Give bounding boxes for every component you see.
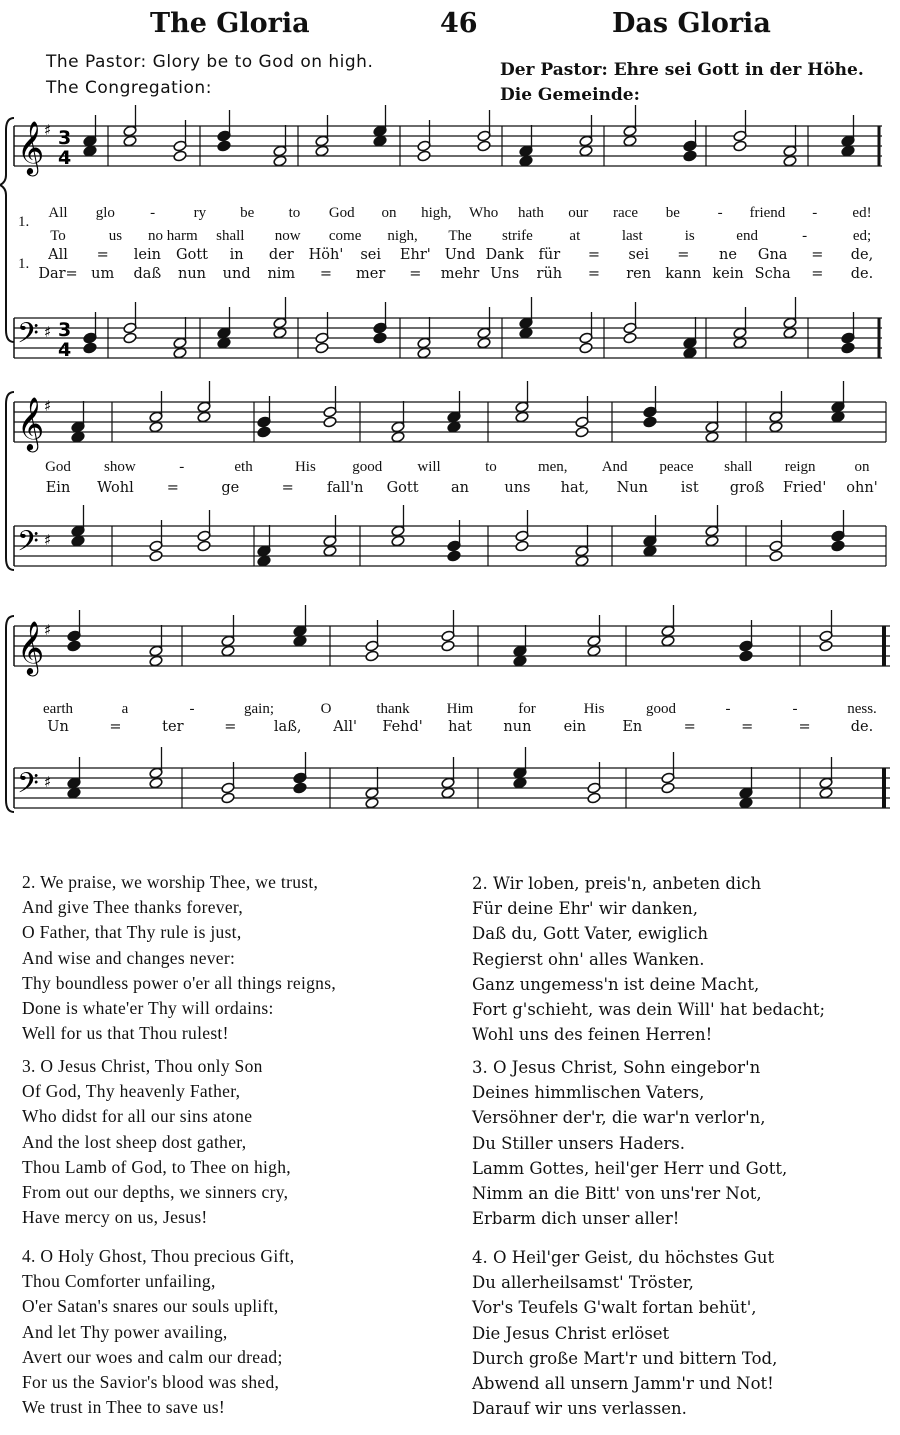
treble-clef: 𝄞: [17, 396, 45, 450]
lyric-syllable: Nun: [616, 480, 648, 496]
lyric-syllable: in: [229, 247, 244, 263]
chord-note: [173, 150, 187, 162]
verse-line: Thou Lamb of God, to Thee on high,: [22, 1156, 291, 1177]
chord-note: [323, 545, 337, 557]
verse-line: Ganz ungemess'n ist deine Macht,: [472, 974, 760, 994]
treble-clef: 𝄞: [17, 620, 45, 674]
chord-note: [83, 342, 97, 354]
lyric-syllable: Fehd': [382, 719, 423, 735]
lyric-syllable: ter: [162, 719, 184, 735]
lyric-syllable: now: [274, 228, 301, 244]
lyric-syllable: groß: [729, 480, 765, 496]
key-signature-sharp: ♯: [44, 121, 52, 139]
lyric-syllable: -: [802, 228, 808, 244]
chord-note: [273, 155, 287, 167]
verse-line: Für deine Ehr' wir danken,: [472, 899, 698, 919]
lyric-syllable: All: [48, 247, 68, 263]
lyric-syllable: good: [646, 701, 676, 717]
time-signature-denominator: 4: [58, 147, 72, 169]
lyric-syllable: kann: [665, 266, 702, 282]
chord-note: [769, 550, 783, 562]
verse-line: 3. O Jesus Christ, Thou only Son: [22, 1056, 263, 1076]
lyric-syllable: Un: [47, 719, 69, 735]
lyric-syllable: hath: [518, 205, 544, 221]
chord-note: [769, 421, 783, 433]
chord-note: [683, 150, 697, 162]
chord-note: [683, 347, 697, 359]
chord-note: [739, 650, 753, 662]
lyric-syllable: shall: [216, 228, 245, 244]
lyric-syllable: sei: [628, 247, 649, 263]
verse-line: Daß du, Gott Vater, ewiglich: [472, 924, 708, 944]
chord-note: [661, 635, 675, 647]
lyric-syllable: All: [48, 205, 68, 221]
chord-note: [587, 645, 601, 657]
lyric-syllable: our: [568, 205, 589, 221]
chord-note: [257, 555, 271, 567]
lyric-syllable: high,: [421, 205, 452, 221]
lyric-syllable: ohn': [846, 480, 878, 496]
lyric-syllable: Fried': [782, 480, 827, 496]
chord-note: [819, 787, 833, 799]
lyric-syllable: rüh: [536, 266, 563, 282]
chord-note: [197, 411, 211, 423]
chord-note: [417, 347, 431, 359]
chord-note: [477, 140, 491, 152]
chord-note: [447, 421, 461, 433]
lyric-syllable: to: [485, 459, 497, 475]
chord-note: [67, 787, 81, 799]
chord-note: [71, 431, 85, 443]
lyric-syllable: To: [50, 228, 66, 244]
verse-line: O'er Satan's snares our souls uplift,: [22, 1296, 279, 1317]
lyric-syllable: thank: [376, 701, 410, 717]
verse-line: Fort g'schieht, was dein Will' hat bedacht;: [472, 1000, 826, 1020]
lyric-syllable: =: [319, 266, 333, 282]
lyric-syllable: =: [741, 719, 754, 735]
congregation-label-german: Die Gemeinde:: [500, 85, 640, 105]
verse-line: Versöhner der'r, die war'n verlor'n,: [472, 1108, 766, 1128]
key-signature-sharp: ♯: [44, 621, 52, 639]
chord-note: [173, 347, 187, 359]
lyric-syllable: And: [601, 459, 628, 475]
verse-line: And wise and changes never:: [22, 947, 236, 968]
chord-note: [819, 640, 833, 652]
lyric-syllable: lein: [133, 247, 161, 263]
lyric-syllable: =: [109, 719, 122, 735]
lyric-syllable: a: [121, 701, 129, 717]
lyric-syllable: peace: [659, 459, 694, 475]
chord-note: [149, 655, 163, 667]
chord-note: [705, 535, 719, 547]
lyric-syllable: gain;: [244, 701, 274, 717]
time-signature-denominator: 4: [58, 339, 72, 361]
chord-note: [841, 342, 855, 354]
title-german: Das Gloria: [612, 8, 771, 39]
lyric-syllable: daß: [133, 266, 162, 282]
verse-2-english: [22, 870, 336, 1054]
lyric-syllable: on: [381, 205, 397, 221]
chord-note: [149, 550, 163, 562]
lyric-syllable: Gott: [386, 480, 419, 496]
lyric-syllable: der: [268, 247, 294, 263]
verse-line: Who didst for all our sins atone: [22, 1106, 253, 1127]
lyric-syllable: will: [417, 459, 441, 475]
lyric-syllable: hat,: [560, 480, 590, 496]
verse-line: Abwend all unsern Jamm'r und Not!: [472, 1374, 774, 1394]
chord-note: [519, 155, 533, 167]
lyric-syllable: =: [587, 247, 601, 263]
key-signature-sharp: ♯: [44, 397, 52, 415]
chord-note: [643, 416, 657, 428]
chord-note: [575, 555, 589, 567]
lyric-syllable: mehr: [440, 266, 480, 282]
verse-4-german: [472, 1245, 825, 1421]
verse-line: 4. O Holy Ghost, Thou precious Gift,: [22, 1246, 295, 1266]
chord-note: [661, 782, 675, 794]
verse-line: And give Thee thanks forever,: [22, 897, 244, 918]
key-signature-sharp: ♯: [44, 531, 52, 549]
lyric-syllable: eth: [234, 459, 253, 475]
system-brace: [6, 616, 14, 812]
lyric-syllable: für: [538, 247, 561, 263]
bass-clef: 𝄢: [17, 317, 39, 357]
system-brace: [6, 392, 14, 570]
lyric-syllable: ed;: [852, 228, 872, 244]
chord-note: [123, 135, 137, 147]
verse-line: Have mercy on us, Jesus!: [22, 1207, 208, 1228]
chord-note: [783, 327, 797, 339]
verse-line: Du allerheilsamst' Tröster,: [472, 1273, 694, 1293]
chord-note: [417, 150, 431, 162]
verse-line: Nimm an die Bitt' von uns'rer Not,: [472, 1184, 762, 1204]
lyric-syllable: Scha: [754, 266, 791, 282]
verse-line: 3. O Jesus Christ, Sohn eingebor'n: [472, 1058, 761, 1077]
chord-note: [733, 140, 747, 152]
lyric-syllable: =: [224, 719, 237, 735]
lyric-syllable: no harm: [148, 228, 198, 244]
lyric-syllable: The: [448, 228, 472, 244]
lyric-syllable: shall: [724, 459, 753, 475]
lyric-syllable: =: [96, 247, 109, 263]
lyric-syllable: sei: [360, 247, 381, 263]
chord-note: [477, 337, 491, 349]
chord-note: [257, 426, 271, 438]
verse-line: Wohl uns des feinen Herren!: [472, 1025, 713, 1045]
chord-note: [217, 140, 231, 152]
lyric-syllable: =: [811, 247, 824, 263]
verse-line: And let Thy power availing,: [22, 1321, 228, 1342]
lyric-syllable: come: [328, 228, 362, 244]
chord-note: [83, 145, 97, 157]
verses-german: [472, 871, 825, 1421]
verse-line: Done is whate'er Thy will ordains:: [22, 998, 274, 1019]
chord-note: [391, 535, 405, 547]
chord-note: [739, 797, 753, 809]
lyric-syllable: nim: [267, 266, 296, 282]
verse-line: Erbarm dich unser aller!: [472, 1209, 680, 1229]
lyric-syllable: ne: [719, 247, 737, 263]
chord-note: [705, 431, 719, 443]
lyric-syllable: nigh,: [387, 228, 418, 244]
key-signature-sharp: ♯: [44, 323, 52, 341]
chord-note: [293, 635, 307, 647]
verse-line: Vor's Teufels G'walt fortan behüt',: [472, 1298, 757, 1318]
verse-line: Thy boundless power o'er all things reigns,: [22, 972, 336, 993]
verse-line: Lamm Gottes, heil'ger Herr und Gott,: [472, 1158, 788, 1178]
verse-line: And the lost sheep dost gather,: [22, 1131, 247, 1152]
verse-line: We trust in Thee to save us!: [22, 1397, 226, 1418]
chord-note: [515, 411, 529, 423]
lyric-syllable: =: [677, 247, 690, 263]
lyric-syllable: =: [166, 480, 179, 496]
verse-line: Regierst ohn' alles Wanken.: [472, 949, 705, 969]
lyric-syllable: Wohl: [97, 480, 134, 496]
verse-3-english: [22, 1054, 336, 1244]
lyric-syllable: ed!: [852, 205, 872, 221]
verse-3-german: [472, 1055, 825, 1245]
chord-note: [519, 327, 533, 339]
lyric-syllable: Ein: [45, 480, 71, 496]
lyric-syllable: =: [409, 266, 422, 282]
lyric-syllable: hat: [448, 719, 472, 735]
chord-note: [373, 332, 387, 344]
lyric-syllable: for: [518, 701, 536, 717]
chord-note: [149, 777, 163, 789]
lyric-syllable: Und: [444, 247, 476, 263]
lyric-syllable: ist: [680, 480, 699, 496]
lyric-syllable: -: [812, 205, 818, 221]
lyric-syllable: friend: [749, 205, 786, 221]
lyric-syllable: -: [725, 701, 731, 717]
chord-note: [71, 535, 85, 547]
lyric-syllable: uns: [504, 480, 531, 496]
verse-line: O Father, that Thy rule is just,: [22, 922, 242, 943]
lyric-syllable: earth: [43, 701, 73, 717]
chord-note: [149, 421, 163, 433]
lyric-syllable: -: [189, 701, 195, 717]
verse-number-german: 1.: [18, 256, 30, 272]
lyric-syllable: be: [240, 205, 255, 221]
lyric-syllable: mer: [356, 266, 386, 282]
time-signature-numerator: 3: [58, 127, 72, 149]
verse-line: Deines himmlischen Vaters,: [472, 1083, 705, 1103]
lyric-syllable: show: [104, 459, 136, 475]
verse-line: 2. Wir loben, preis'n, anbeten dich: [472, 874, 762, 893]
system-brace: [0, 118, 14, 342]
verses-english: [22, 870, 336, 1420]
verse-line: Thou Comforter unfailing,: [22, 1271, 216, 1292]
verse-2-german: [472, 871, 825, 1055]
lyric-syllable: is: [684, 228, 695, 244]
chord-note: [365, 797, 379, 809]
time-signature-numerator: 3: [58, 319, 72, 341]
chord-note: [365, 650, 379, 662]
verse-4-english: [22, 1244, 336, 1420]
chord-note: [831, 540, 845, 552]
lyric-syllable: =: [811, 266, 824, 282]
lyric-syllable: reign: [784, 459, 816, 475]
lyric-syllable: God: [328, 205, 355, 221]
chord-note: [293, 782, 307, 794]
bass-clef: 𝄢: [17, 525, 39, 565]
page-number: 46: [440, 8, 478, 39]
treble-clef: 𝄞: [17, 120, 45, 174]
chord-note: [273, 327, 287, 339]
lyric-syllable: be: [665, 205, 680, 221]
key-signature-sharp: ♯: [44, 773, 52, 791]
chord-note: [221, 792, 235, 804]
chord-note: [391, 431, 405, 443]
lyric-syllable: ren: [626, 266, 652, 282]
title-english: The Gloria: [150, 8, 310, 39]
verse-line: Well for us that Thou rulest!: [22, 1023, 229, 1044]
verse-line: Darauf wir uns verlassen.: [472, 1399, 687, 1419]
lyric-syllable: an: [451, 480, 469, 496]
chord-note: [373, 135, 387, 147]
chord-note: [579, 145, 593, 157]
pastor-line-english: The Pastor: Glory be to God on high.: [46, 52, 374, 72]
verse-line: From out our depths, we sinners cry,: [22, 1182, 289, 1203]
lyric-syllable: Gott: [176, 247, 208, 263]
lyric-syllable: Ehr': [399, 247, 431, 263]
chord-note: [123, 332, 137, 344]
chord-note: [623, 135, 637, 147]
lyric-syllable: O: [320, 701, 332, 717]
lyric-syllable: ein: [563, 719, 587, 735]
lyric-syllable: de,: [850, 247, 874, 263]
chord-note: [575, 426, 589, 438]
lyric-syllable: glo: [95, 205, 115, 221]
lyric-syllable: -: [179, 459, 185, 475]
lyric-syllable: on: [854, 459, 870, 475]
chord-note: [515, 540, 529, 552]
lyric-syllable: Uns: [490, 266, 520, 282]
chord-note: [513, 777, 527, 789]
chord-note: [841, 145, 855, 157]
lyric-syllable: de.: [850, 266, 874, 282]
lyric-syllable: Dank: [485, 247, 524, 263]
lyric-syllable: =: [281, 480, 294, 496]
chord-note: [643, 545, 657, 557]
lyric-syllable: -: [150, 205, 156, 221]
chord-note: [447, 550, 461, 562]
bass-clef: 𝄢: [17, 767, 39, 807]
verse-line: 4. O Heil'ger Geist, du höchstes Gut: [472, 1248, 775, 1267]
chord-note: [587, 792, 601, 804]
verse-line: Die Jesus Christ erlöset: [472, 1323, 670, 1343]
lyric-syllable: Who: [469, 205, 499, 221]
verse-line: Du Stiller unsers Haders.: [472, 1133, 686, 1153]
verse-line: Durch große Mart'r und bittern Tod,: [472, 1348, 778, 1368]
lyric-syllable: Höh': [308, 247, 344, 263]
lyric-syllable: His: [583, 701, 605, 717]
lyric-syllable: end: [736, 228, 758, 244]
lyric-syllable: us: [108, 228, 123, 244]
chord-note: [513, 655, 527, 667]
lyric-syllable: ge: [221, 480, 240, 496]
lyric-syllable: und: [222, 266, 251, 282]
lyric-syllable: laß,: [273, 719, 302, 735]
chord-note: [221, 645, 235, 657]
lyric-syllable: Gna: [757, 247, 788, 263]
lyric-syllable: to: [288, 205, 301, 221]
chord-note: [441, 787, 455, 799]
verse-line: Avert our woes and calm our dread;: [22, 1346, 283, 1367]
lyric-syllable: Him: [446, 701, 474, 717]
lyric-syllable: En: [622, 719, 643, 735]
chord-note: [67, 640, 81, 652]
verse-line: 2. We praise, we worship Thee, we trust,: [22, 872, 319, 892]
verse-line: For us the Savior's blood was shed,: [22, 1372, 280, 1393]
chord-note: [323, 416, 337, 428]
chord-note: [217, 337, 231, 349]
chord-note: [783, 155, 797, 167]
lyric-syllable: strife: [502, 228, 533, 244]
lyric-syllable: His: [294, 459, 316, 475]
lyric-syllable: kein: [712, 266, 744, 282]
lyric-syllable: race: [613, 205, 638, 221]
chord-note: [733, 337, 747, 349]
lyric-syllable: men,: [537, 459, 568, 475]
chord-note: [441, 640, 455, 652]
chord-note: [831, 411, 845, 423]
lyric-syllable: fall'n: [326, 480, 364, 496]
chord-note: [315, 342, 329, 354]
chord-note: [623, 332, 637, 344]
lyric-syllable: de.: [850, 719, 874, 735]
lyric-syllable: God: [45, 459, 71, 475]
lyric-syllable: nun: [503, 719, 532, 735]
lyric-syllable: ry: [193, 205, 207, 221]
lyric-syllable: =: [798, 719, 811, 735]
lyric-syllable: -: [792, 701, 798, 717]
lyric-syllable: good: [352, 459, 383, 475]
lyric-syllable: All': [333, 719, 358, 735]
lyric-syllable: =: [683, 719, 696, 735]
lyric-syllable: last: [621, 228, 643, 244]
verse-number-english: 1.: [18, 214, 30, 230]
lyric-syllable: Dar=: [38, 266, 78, 282]
chord-note: [579, 342, 593, 354]
congregation-label-english: The Congregation:: [46, 78, 212, 98]
lyric-syllable: -: [717, 205, 723, 221]
chord-note: [315, 145, 329, 157]
lyric-syllable: at: [569, 228, 581, 244]
lyric-syllable: um: [91, 266, 115, 282]
chord-note: [197, 540, 211, 552]
lyric-syllable: nun: [177, 266, 207, 282]
verse-line: Of God, Thy heavenly Father,: [22, 1081, 241, 1102]
lyric-syllable: =: [587, 266, 601, 282]
lyric-syllable: ness.: [847, 701, 877, 717]
pastor-line-german: Der Pastor: Ehre sei Gott in der Höhe.: [500, 60, 864, 80]
